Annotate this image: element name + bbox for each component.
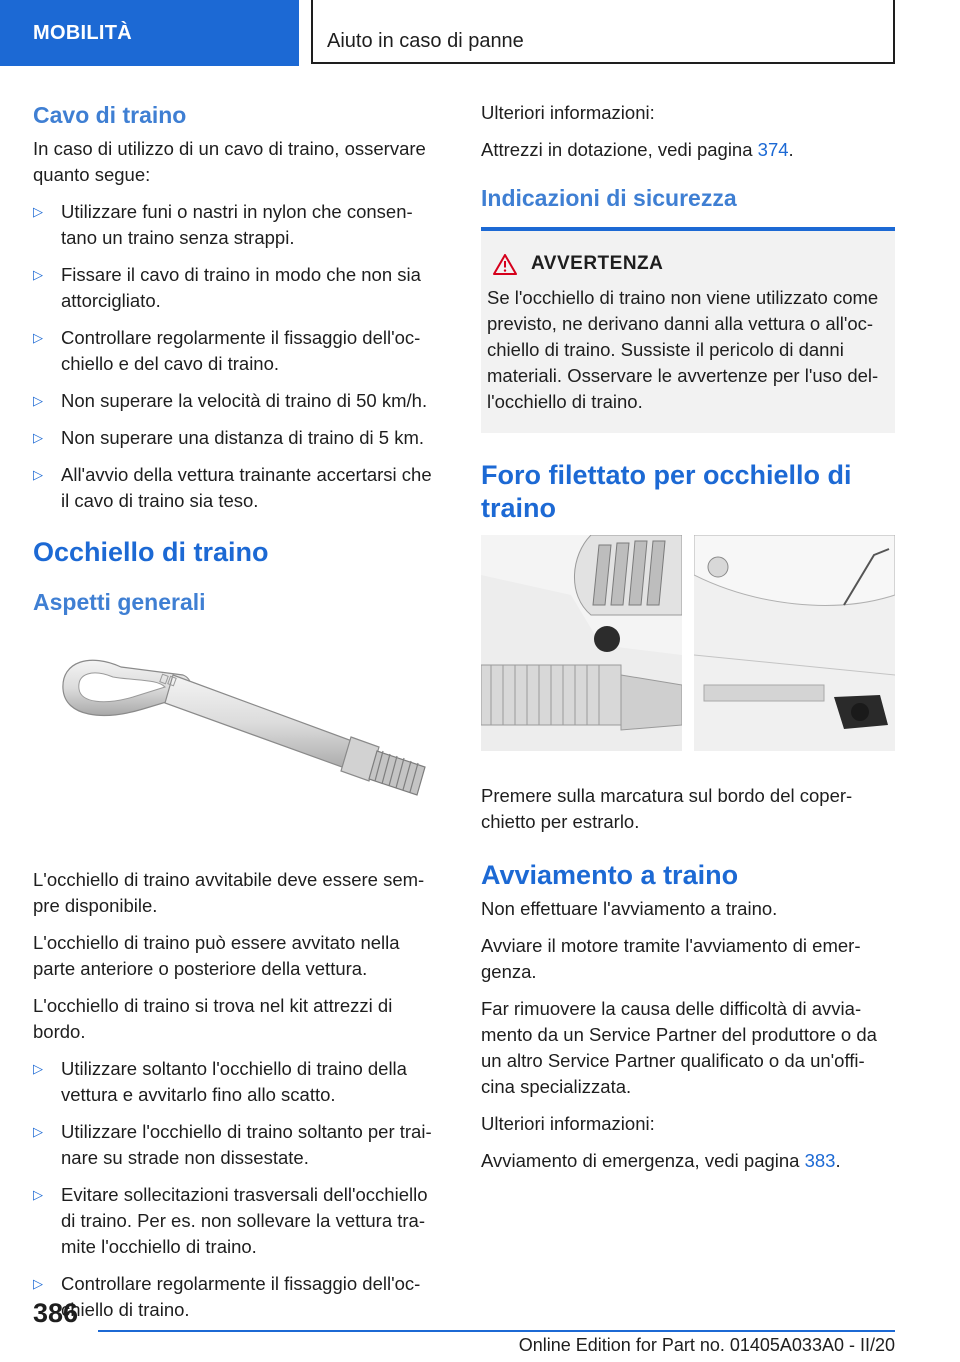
tools-reference: Attrezzi in dotazione, vedi pagina 374. <box>481 139 794 160</box>
list-item: ▷ Controllare regolarmente il fissaggio dell'oc‐chiello e del cavo di traino. <box>33 327 421 374</box>
list-item: ▷ Non superare una distanza di traino di 5 km. <box>33 425 441 451</box>
eye-paragraph: L'occhiello di traino può essere avvitato nella parte anteriore o posteriore della vettura. <box>33 932 400 979</box>
tow-eye-illustration <box>33 639 441 839</box>
list-item: ▷ Utilizzare funi o nastri in nylon che consen‐tano un traino senza strappi. <box>33 201 413 248</box>
triangle-bullet-icon: ▷ <box>33 1061 43 1076</box>
list-item: ▷ Utilizzare l'occhiello di traino soltanto per trai‐nare su strade non dissestate. <box>33 1121 432 1168</box>
section-tab: MOBILITÀ <box>0 0 299 66</box>
tow-start-heading: Avviamento a traino <box>481 860 739 890</box>
footer-divider <box>98 1330 895 1332</box>
triangle-bullet-icon: ▷ <box>33 430 43 445</box>
eye-paragraph: L'occhiello di traino avvitabile deve essere sem‐pre disponibile. <box>33 869 425 916</box>
safety-heading: Indicazioni di sicurezza <box>481 185 737 211</box>
eye-list <box>33 1056 441 1323</box>
warning-box <box>481 227 895 433</box>
page-link[interactable]: 383 <box>804 1150 836 1171</box>
triangle-bullet-icon: ▷ <box>33 1187 43 1202</box>
tow-start-paragraph: Non effettuare l'avviamento a traino. <box>481 898 778 919</box>
list-item: ▷ Utilizzare soltanto l'occhiello di traino della vettura e avvitarlo fino allo scatto. <box>33 1058 407 1105</box>
general-heading: Aspetti generali <box>33 589 206 615</box>
more-info-label: Ulteriori informazioni: <box>481 1113 655 1134</box>
bumper-photos <box>481 535 895 751</box>
thread-heading: Foro filettato per occhiello di traino <box>481 460 852 523</box>
warning-title: AVVERTENZA <box>491 253 889 275</box>
triangle-bullet-icon: ▷ <box>33 204 43 219</box>
triangle-bullet-icon: ▷ <box>33 467 43 482</box>
triangle-bullet-icon: ▷ <box>33 1124 43 1139</box>
front-bumper-photo <box>481 535 682 751</box>
warning-text: Se l'occhiello di traino non viene utilizzato come previsto, ne derivano danni alla vettura o all'oc‐chiello di traino. Sussiste il pericolo di danni materiali. Osservare le avvertenze per l'uso del‐l'occhiello di traino. <box>487 287 879 412</box>
eye-heading: Occhiello di traino <box>33 537 269 567</box>
cable-intro: In caso di utilizzo di un cavo di traino, osservare quanto segue: <box>33 138 426 185</box>
list-item: ▷ Controllare regolarmente il fissaggio dell'oc‐chiello di traino. <box>33 1273 421 1320</box>
edition-text: Online Edition for Part no. 01405A033A0 - II/20 <box>518 1335 895 1355</box>
tow-start-paragraph: Far rimuovere la causa delle difficoltà di avvia‐mento da un Service Partner del produttore o da un altro Service Partner qualificato o da un'offi‐cina specializzata. <box>481 998 877 1097</box>
cable-list <box>33 199 441 514</box>
emergency-reference: Avviamento di emergenza, vedi pagina 383. <box>481 1150 841 1171</box>
triangle-bullet-icon: ▷ <box>33 330 43 345</box>
triangle-bullet-icon: ▷ <box>33 267 43 282</box>
triangle-bullet-icon: ▷ <box>33 393 43 408</box>
page-number: 386 <box>33 1298 79 1328</box>
list-item: ▷ Evitare sollecitazioni trasversali dell'occhiello di traino. Per es. non sollevare la vettura tra‐mite l'occhiello di traino. <box>33 1184 428 1257</box>
more-info-label: Ulteriori informazioni: <box>481 102 655 123</box>
right-column <box>481 100 895 1185</box>
list-item: ▷ Non superare la velocità di traino di 50 km/h. <box>33 388 441 414</box>
page-link[interactable]: 374 <box>757 139 789 160</box>
tow-start-paragraph: Avviare il motore tramite l'avviamento di emer‐genza. <box>481 935 861 982</box>
left-column <box>33 100 441 1335</box>
thread-text: Premere sulla marcatura sul bordo del coper‐chietto per estrarlo. <box>481 785 853 832</box>
chapter-title: Aiuto in caso di panne <box>311 0 895 64</box>
triangle-bullet-icon: ▷ <box>33 1276 43 1291</box>
cable-heading: Cavo di traino <box>33 102 187 128</box>
list-item: ▷ Fissare il cavo di traino in modo che non sia attorcigliato. <box>33 264 421 311</box>
eye-paragraph: L'occhiello di traino si trova nel kit attrezzi di bordo. <box>33 995 393 1042</box>
list-item: ▷ All'avvio della vettura trainante accertarsi che il cavo di traino sia teso. <box>33 464 432 511</box>
page-header <box>0 0 960 66</box>
warning-triangle-icon <box>493 254 517 275</box>
rear-bumper-photo <box>694 535 895 751</box>
